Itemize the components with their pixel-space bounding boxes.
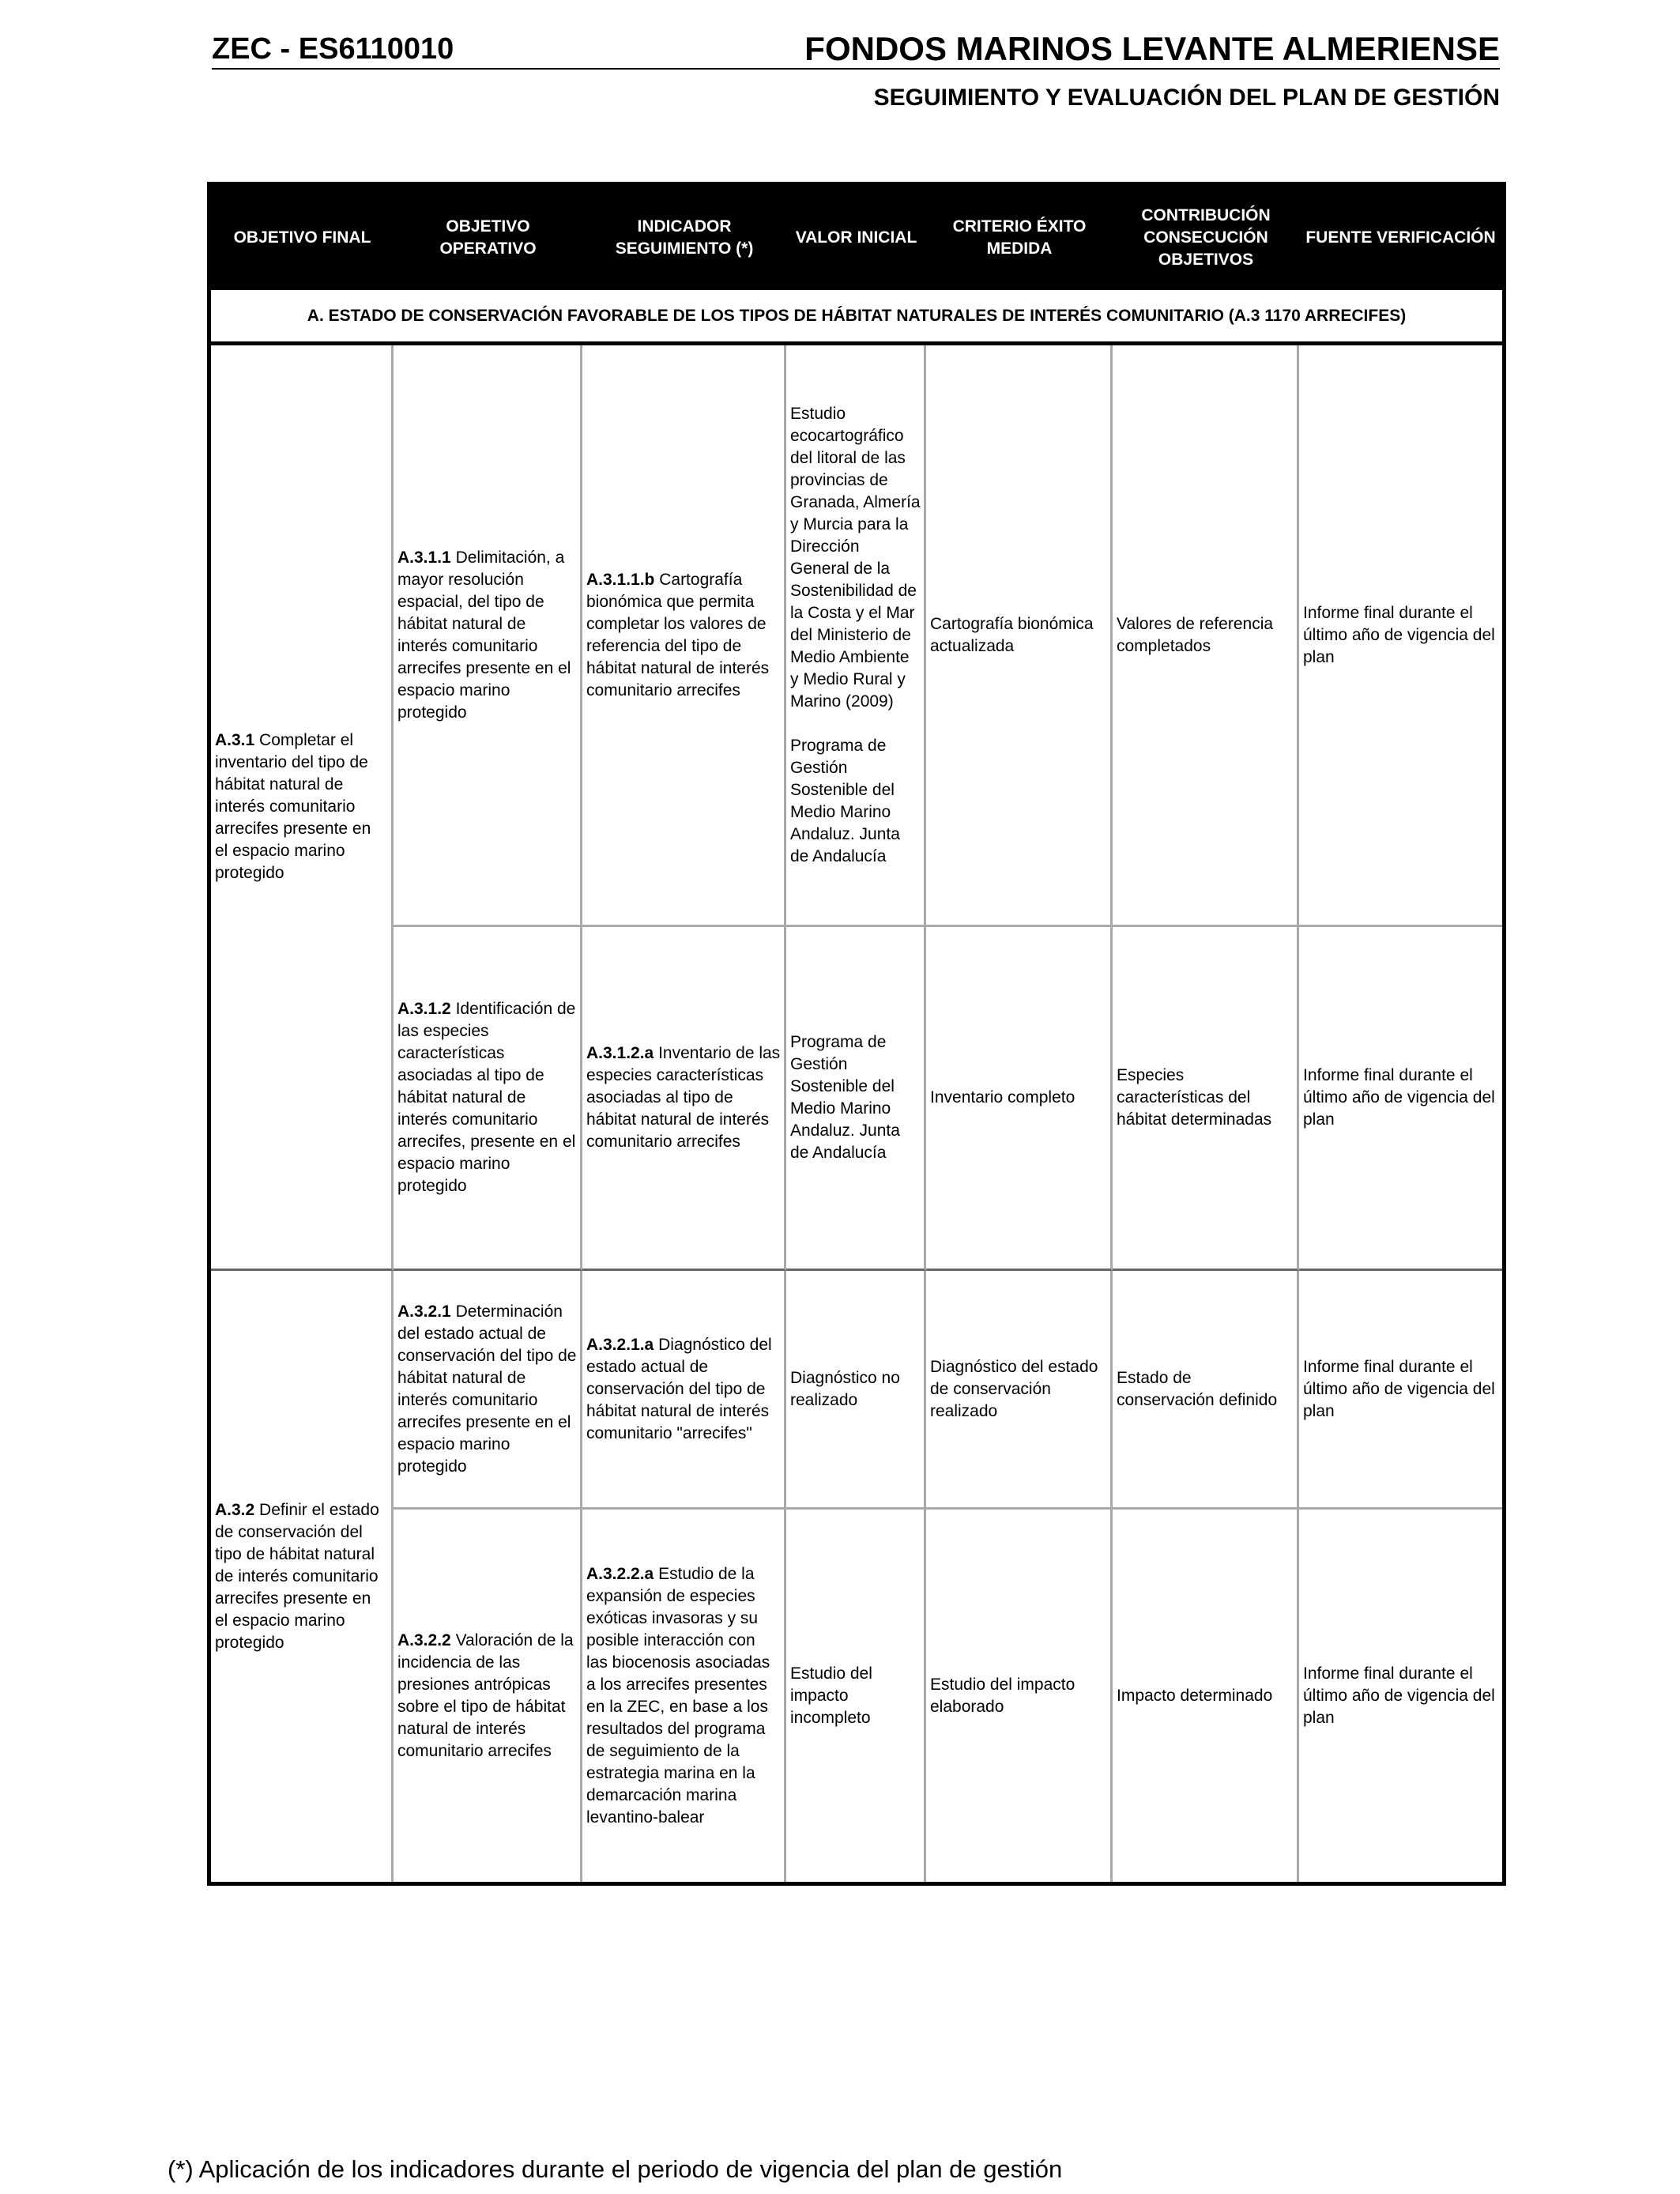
document-subtitle: SEGUIMIENTO Y EVALUACIÓN DEL PLAN DE GESTIÓN (873, 85, 1500, 111)
contribution-text: Especies características del hábitat determinadas (1117, 1066, 1272, 1129)
final-objective-text: Completar el inventario del tipo de hábitat natural de interés comunitario arrecifes presente en el espacio marino protegido (215, 731, 371, 882)
operative-code: A.3.2.2 (397, 1630, 451, 1649)
operative-code: A.3.1.2 (397, 1000, 451, 1018)
table-row-4-criterion (926, 1510, 1113, 1882)
initial-value-text: Diagnóstico no realizado (790, 1368, 900, 1409)
table-row-4-indicator (582, 1510, 786, 1882)
final-objective-code: A.3.2 (215, 1500, 255, 1519)
table-row-3-criterion (926, 1271, 1113, 1510)
final-objective-text: Definir el estado de conservación del tipo de hábitat natural de interés comunitario arrecifes presente en el espacio marino protegido (215, 1500, 379, 1652)
table-row-1-indicator (582, 345, 786, 927)
table-row-2-operative (394, 927, 582, 1271)
indicator-text: Estudio de la expansión de especies exóticas invasoras y su posible interacción con las biocenosis asociadas a los arrecifes presentes en la ZEC, en base a los resultados del programa de seguimiento de la estrategia marina en la demarcación marina levantino-balear (586, 1564, 770, 1826)
table-header (211, 186, 1502, 290)
table-row-3-contribution (1113, 1271, 1299, 1510)
document-title: FONDOS MARINOS LEVANTE ALMERIENSE (804, 30, 1500, 67)
operative-code: A.3.1.1 (397, 548, 451, 567)
table-row-2-initial (786, 927, 926, 1271)
operative-code: A.3.2.1 (397, 1302, 451, 1321)
initial-value-text: Programa de Gestión Sostenible del Medio Marino Andaluz. Junta de Andalucía (790, 1033, 900, 1162)
criterion-text: Inventario completo (930, 1088, 1075, 1106)
source-text: Informe final durante el último año de vigencia del plan (1303, 1664, 1495, 1727)
criterion-text: Diagnóstico del estado de conservación realizado (930, 1357, 1098, 1420)
column-header-contribucion: CONTRIBUCIÓN CONSECUCIÓN OBJETIVOS (1141, 206, 1271, 269)
initial-value-text: Estudio ecocartográfico del litoral de las provincias de Granada, Almería y Murcia para la Dirección General de la Sostenibilidad de la Costa y el Mar del Ministerio de Medio Ambiente y Medio Rural y Marino (2009) (790, 404, 921, 711)
indicator-text: Cartografía bionómica que permita completar los valores de referencia del tipo de hábitat natural de interés comunitario arrecifes (586, 570, 770, 699)
table-row-1-initial (786, 345, 926, 927)
operative-text: Identificación de las especies características asociadas al tipo de hábitat natural de interés comunitario arrecifes, presente en el espacio marino protegido (397, 1000, 576, 1195)
column-header-objetivo-operativo: OBJETIVO OPERATIVO (439, 217, 537, 258)
indicator-code: A.3.2.2.a (586, 1564, 654, 1583)
operative-text: Determinación del estado actual de conservación del tipo de hábitat natural de interés comunitario arrecifes presente en el espacio marino protegido (397, 1302, 577, 1476)
monitoring-table (207, 182, 1506, 1886)
table-row-3-source (1299, 1271, 1502, 1510)
operative-text: Delimitación, a mayor resolución espacial, del tipo de hábitat natural de interés comunitario arrecifes presente en el espacio marino protegido (397, 548, 571, 722)
header-rule (212, 68, 1500, 70)
final-objective-a32 (211, 1271, 394, 1882)
table-row-1-criterion (926, 345, 1113, 927)
table-row-3-initial (786, 1271, 926, 1510)
operative-text: Valoración de la incidencia de las presiones antrópicas sobre el tipo de hábitat natural de interés comunitario arrecifes (397, 1630, 574, 1760)
table-row-4-operative (394, 1510, 582, 1882)
source-text: Informe final durante el último año de vigencia del plan (1303, 603, 1495, 666)
column-header-criterio: CRITERIO ÉXITO MEDIDA (952, 217, 1087, 258)
table-row-2-indicator (582, 927, 786, 1271)
indicator-code: A.3.1.1.b (586, 570, 655, 589)
table-row-1-source (1299, 345, 1502, 927)
table-row-4-contribution (1113, 1510, 1299, 1882)
table-row-4-initial (786, 1510, 926, 1882)
table-row-2-criterion (926, 927, 1113, 1271)
column-header-valor-inicial: VALOR INICIAL (795, 228, 917, 247)
final-objective-code: A.3.1 (215, 731, 255, 749)
source-text: Informe final durante el último año de vigencia del plan (1303, 1357, 1495, 1420)
column-header-fuente: FUENTE VERIFICACIÓN (1305, 228, 1496, 247)
column-header-indicador: INDICADOR SEGUIMIENTO (*) (615, 217, 754, 258)
criterion-text: Cartografía bionómica actualizada (930, 614, 1094, 655)
table-row-2-source (1299, 927, 1502, 1271)
source-text: Informe final durante el último año de vigencia del plan (1303, 1066, 1495, 1129)
final-objective-a31 (211, 345, 394, 1271)
table-row-1-contribution (1113, 345, 1299, 927)
initial-value-text: Programa de Gestión Sostenible del Medio Marino Andaluz. Junta de Andalucía (790, 736, 900, 865)
table-row-4-source (1299, 1510, 1502, 1882)
table-row-3-operative (394, 1271, 582, 1510)
contribution-text: Impacto determinado (1117, 1686, 1273, 1705)
footnote: (*) Aplicación de los indicadores durante el periodo de vigencia del plan de gestión (168, 2155, 1063, 2183)
criterion-text: Estudio del impacto elaborado (930, 1675, 1075, 1716)
table-row-2-contribution (1113, 927, 1299, 1271)
section-heading: A. ESTADO DE CONSERVACIÓN FAVORABLE DE LOS TIPOS DE HÁBITAT NATURALES DE INTERÉS COMUNITARIO (A.3 1170 ARRECIFES) (211, 290, 1502, 345)
contribution-text: Valores de referencia completados (1117, 614, 1274, 655)
indicator-text: Inventario de las especies características asociadas al tipo de hábitat natural de interés comunitario arrecifes (586, 1044, 781, 1151)
indicator-code: A.3.1.2.a (586, 1044, 654, 1062)
header-code: ZEC - ES6110010 (212, 32, 454, 66)
table-row-3-indicator (582, 1271, 786, 1510)
contribution-text: Estado de conservación definido (1117, 1368, 1278, 1409)
column-header-objetivo-final: OBJETIVO FINAL (233, 228, 371, 247)
indicator-text: Diagnóstico del estado actual de conservación del tipo de hábitat natural de interés comunitario "arrecifes" (586, 1335, 772, 1442)
indicator-code: A.3.2.1.a (586, 1335, 654, 1354)
initial-value-text: Estudio del impacto incompleto (790, 1664, 872, 1727)
table-row-1-operative (394, 345, 582, 927)
